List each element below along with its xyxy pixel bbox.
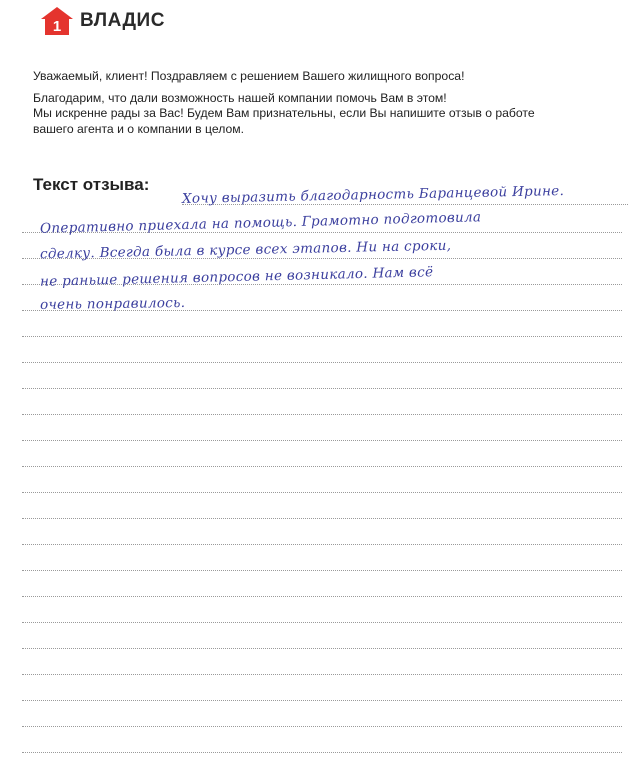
handwritten-line: очень понравилось. — [39, 294, 186, 314]
handwritten-line: Хочу выразить благодарность Баранцевой Ирине. — [181, 183, 565, 207]
handwritten-line: сделку. Всегда была в курсе всех этапов. Ни на сроки, — [39, 237, 452, 263]
review-label: Текст отзыва: — [33, 175, 150, 194]
request-line: Мы искренне рады за Вас! Будем Вам признательны, если Вы напишите отзыв о работе — [33, 106, 535, 120]
thanks-line: Благодарим, что дали возможность нашей компании помочь Вам в этом! — [33, 90, 447, 105]
handwritten-line: Оперативно приехала на помощь. Грамотно подготовила — [39, 209, 482, 237]
greeting-line: Уважаемый, клиент! Поздравляем с решением Вашего жилищного вопроса! — [33, 69, 465, 83]
handwritten-line: не раньше решения вопросов не возникало. Нам всё — [39, 264, 434, 290]
request-line-continued: вашего агента и о компании в целом. — [33, 121, 245, 136]
svg-text:1: 1 — [52, 18, 62, 35]
logo-text: ВЛАДИС — [80, 10, 165, 31]
